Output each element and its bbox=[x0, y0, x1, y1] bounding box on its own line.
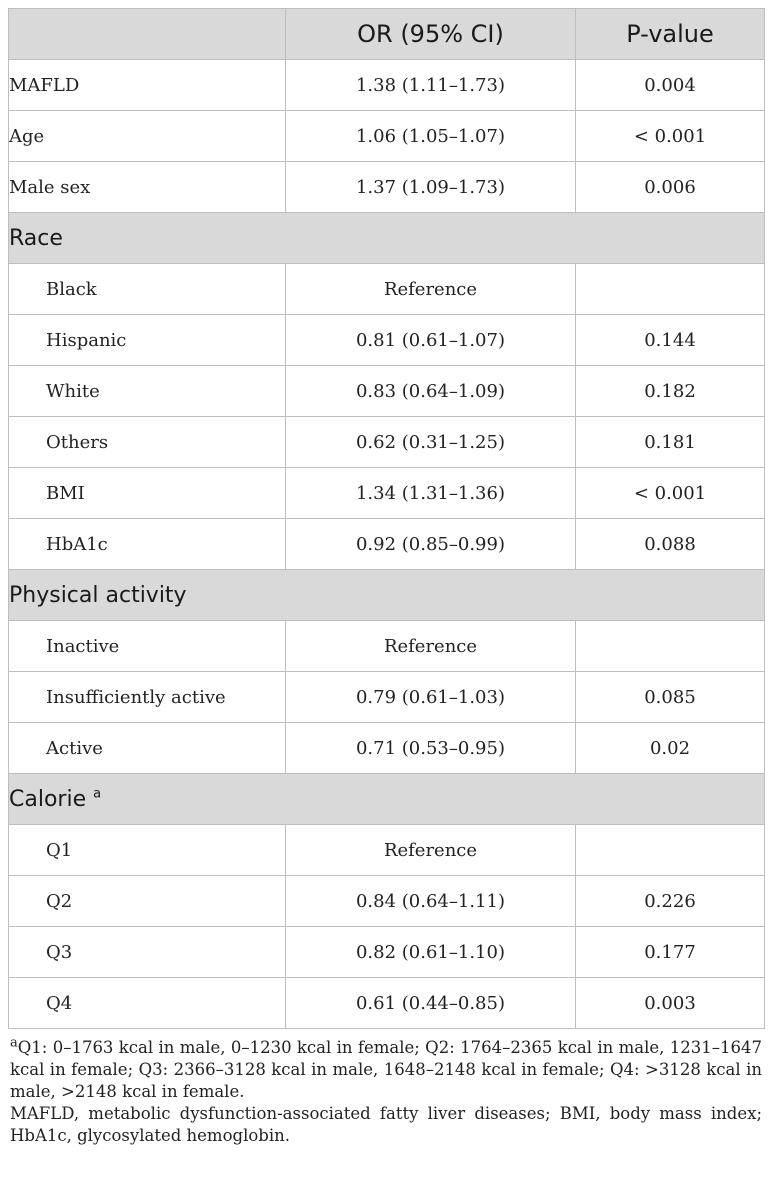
section-label-text: Calorie bbox=[9, 786, 87, 812]
row-label: White bbox=[9, 366, 286, 417]
row-odds-ratio: 1.38 (1.11–1.73) bbox=[286, 60, 576, 111]
row-p-value: 0.088 bbox=[576, 519, 765, 570]
row-p-value: 0.177 bbox=[576, 927, 765, 978]
row-p-value: 0.02 bbox=[576, 723, 765, 774]
row-odds-ratio: Reference bbox=[286, 264, 576, 315]
section-row bbox=[9, 570, 765, 621]
row-odds-ratio: 1.06 (1.05–1.07) bbox=[286, 111, 576, 162]
section-label-text: Physical activity bbox=[9, 582, 187, 608]
section-label bbox=[9, 213, 765, 264]
table-row bbox=[9, 315, 765, 366]
section-row bbox=[9, 213, 765, 264]
table-row bbox=[9, 417, 765, 468]
row-label: Insufficiently active bbox=[9, 672, 286, 723]
table-row bbox=[9, 519, 765, 570]
row-label: Q4 bbox=[9, 978, 286, 1029]
row-p-value bbox=[576, 621, 765, 672]
table-row bbox=[9, 927, 765, 978]
table-row bbox=[9, 825, 765, 876]
table-row bbox=[9, 264, 765, 315]
row-p-value: 0.085 bbox=[576, 672, 765, 723]
table-row bbox=[9, 468, 765, 519]
row-odds-ratio: 0.83 (0.64–1.09) bbox=[286, 366, 576, 417]
row-label: Others bbox=[9, 417, 286, 468]
table-header-row bbox=[9, 9, 765, 60]
table-footnotes bbox=[8, 1029, 764, 1147]
table-body bbox=[9, 60, 765, 1029]
row-p-value: 0.144 bbox=[576, 315, 765, 366]
section-label bbox=[9, 774, 765, 825]
row-p-value: 0.181 bbox=[576, 417, 765, 468]
row-label: Age bbox=[9, 111, 286, 162]
footnote-calorie bbox=[10, 1037, 762, 1103]
row-p-value: 0.006 bbox=[576, 162, 765, 213]
footnote-marker: a bbox=[93, 786, 102, 802]
row-label: Inactive bbox=[9, 621, 286, 672]
row-p-value bbox=[576, 264, 765, 315]
table-row bbox=[9, 621, 765, 672]
section-label bbox=[9, 570, 765, 621]
row-odds-ratio: 1.34 (1.31–1.36) bbox=[286, 468, 576, 519]
row-label: Q3 bbox=[9, 927, 286, 978]
row-label: Q2 bbox=[9, 876, 286, 927]
row-label: Active bbox=[9, 723, 286, 774]
row-label: Hispanic bbox=[9, 315, 286, 366]
header-p-value: P-value bbox=[576, 9, 765, 60]
row-odds-ratio: 0.61 (0.44–0.85) bbox=[286, 978, 576, 1029]
results-table-container bbox=[8, 8, 764, 1147]
row-p-value bbox=[576, 825, 765, 876]
row-odds-ratio: 0.82 (0.61–1.10) bbox=[286, 927, 576, 978]
row-p-value: 0.226 bbox=[576, 876, 765, 927]
row-odds-ratio: Reference bbox=[286, 621, 576, 672]
row-odds-ratio: Reference bbox=[286, 825, 576, 876]
table-row bbox=[9, 60, 765, 111]
row-p-value: < 0.001 bbox=[576, 111, 765, 162]
row-odds-ratio: 0.79 (0.61–1.03) bbox=[286, 672, 576, 723]
row-odds-ratio: 1.37 (1.09–1.73) bbox=[286, 162, 576, 213]
row-p-value: < 0.001 bbox=[576, 468, 765, 519]
odds-ratio-table bbox=[8, 8, 765, 1029]
table-row bbox=[9, 111, 765, 162]
footnote-marker: a bbox=[10, 1035, 18, 1051]
table-row bbox=[9, 366, 765, 417]
row-label: Black bbox=[9, 264, 286, 315]
section-label-text: Race bbox=[9, 225, 63, 251]
row-odds-ratio: 0.81 (0.61–1.07) bbox=[286, 315, 576, 366]
row-odds-ratio: 0.84 (0.64–1.11) bbox=[286, 876, 576, 927]
row-p-value: 0.003 bbox=[576, 978, 765, 1029]
header-variable bbox=[9, 9, 286, 60]
row-odds-ratio: 0.71 (0.53–0.95) bbox=[286, 723, 576, 774]
table-row bbox=[9, 876, 765, 927]
footnote-abbreviations: MAFLD, metabolic dysfunction-associated fatty liver diseases; BMI, body mass index; HbA1c, glycosylated hemoglobin. bbox=[10, 1104, 762, 1145]
row-p-value: 0.182 bbox=[576, 366, 765, 417]
row-p-value: 0.004 bbox=[576, 60, 765, 111]
table-row bbox=[9, 723, 765, 774]
row-odds-ratio: 0.92 (0.85–0.99) bbox=[286, 519, 576, 570]
row-label: Male sex bbox=[9, 162, 286, 213]
row-label: HbA1c bbox=[9, 519, 286, 570]
header-or-ci: OR (95% CI) bbox=[286, 9, 576, 60]
section-row bbox=[9, 774, 765, 825]
footnote-calorie-text: Q1: 0–1763 kcal in male, 0–1230 kcal in female; Q2: 1764–2365 kcal in male, 1231–1647 kcal in female; Q3: 2366–3128 kcal in male, 1648–2148 kcal in female; Q4: >3128 kcal in male, >2148 kcal in female. bbox=[10, 1038, 762, 1101]
table-row bbox=[9, 162, 765, 213]
row-odds-ratio: 0.62 (0.31–1.25) bbox=[286, 417, 576, 468]
table-row bbox=[9, 672, 765, 723]
row-label: MAFLD bbox=[9, 60, 286, 111]
row-label: Q1 bbox=[9, 825, 286, 876]
row-label: BMI bbox=[9, 468, 286, 519]
table-row bbox=[9, 978, 765, 1029]
